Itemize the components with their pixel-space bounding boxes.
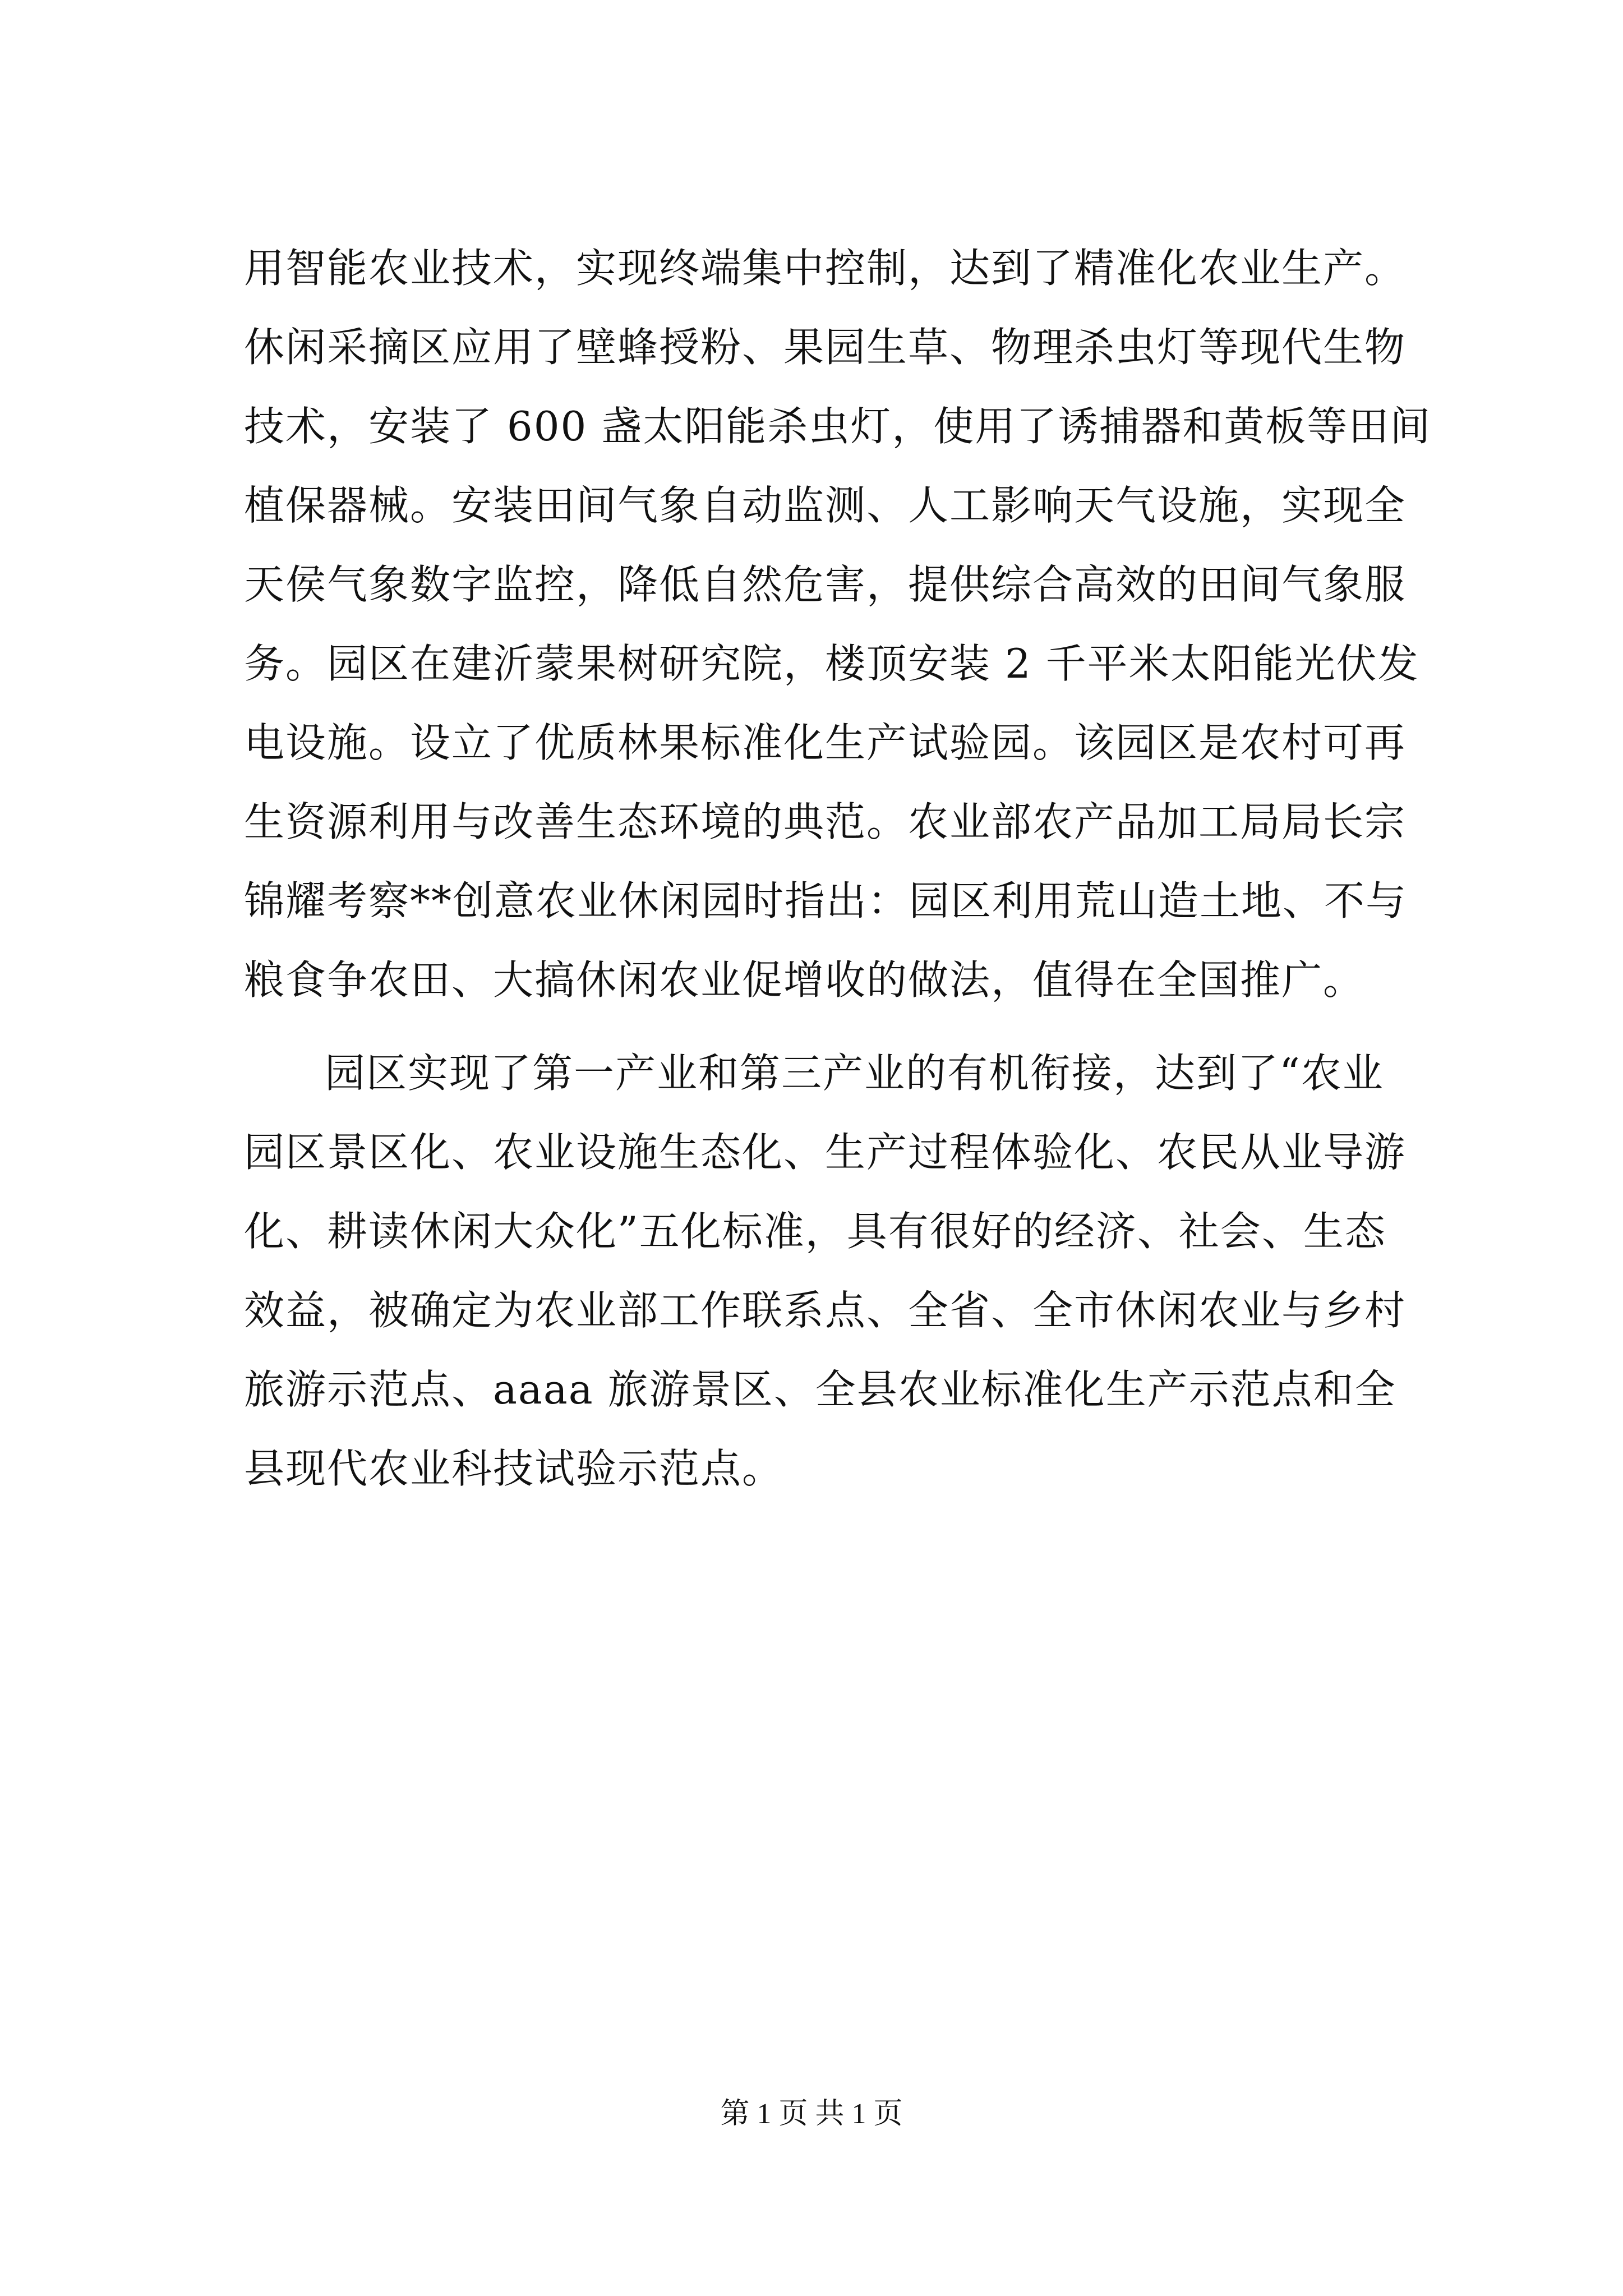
paragraph-line: 休闲采摘区应用了壁蜂授粉、果园生草、物理杀虫灯等现代生物 [244, 324, 1407, 371]
paragraph-line: 效益，被确定为农业部工作联系点、全省、全市休闲农业与乡村 [244, 1287, 1407, 1334]
paragraph-line: 县现代农业科技试验示范点。 [244, 1445, 784, 1492]
paragraph-line: 旅游示范点、aaaa 旅游景区、全县农业标准化生产示范点和全 [244, 1366, 1396, 1413]
document-body [244, 229, 1432, 1508]
paragraph-line: 务。园区在建沂蒙果树研究院，楼顶安装 2 千平米太阳能光伏发 [244, 640, 1419, 687]
paragraph-line: 植保器械。安装田间气象自动监测、人工影响天气设施，实现全 [244, 482, 1407, 529]
paragraph-line: 天侯气象数字监控，降低自然危害，提供综合高效的田间气象服 [244, 561, 1407, 608]
paragraph-line: 园区景区化、农业设施生态化、生产过程体验化、农民从业导游 [244, 1129, 1407, 1176]
paragraph-line: 化、耕读休闲大众化”五化标准，具有很好的经济、社会、生态 [244, 1208, 1386, 1255]
paragraph-line: 园区实现了第一产业和第三产业的有机衔接，达到了“农业 [325, 1050, 1384, 1097]
paragraph-2 [244, 1034, 1410, 1508]
paragraph-line: 电设施。设立了优质林果标准化生产试验园。该园区是农村可再 [244, 719, 1407, 766]
paragraph-line: 生资源利用与改善生态环境的典范。农业部农产品加工局局长宗 [244, 798, 1407, 845]
paragraph-line: 粮食争农田、大搞休闲农业促增收的做法，值得在全国推广。 [244, 956, 1365, 1004]
paragraph-spacing [244, 1020, 1410, 1034]
paragraph-line: 技术，安装了 600 盏太阳能杀虫灯，使用了诱捕器和黄板等田间 [244, 403, 1432, 450]
paragraph-1 [244, 229, 1432, 1020]
paragraph-line: 用智能农业技术，实现终端集中控制，达到了精准化农业生产。 [244, 245, 1407, 292]
page-number-footer: 第 1 页 共 1 页 [720, 2098, 903, 2130]
paragraph-line: 锦耀考察**创意农业休闲园时指出：园区利用荒山造土地、不与 [244, 877, 1408, 924]
